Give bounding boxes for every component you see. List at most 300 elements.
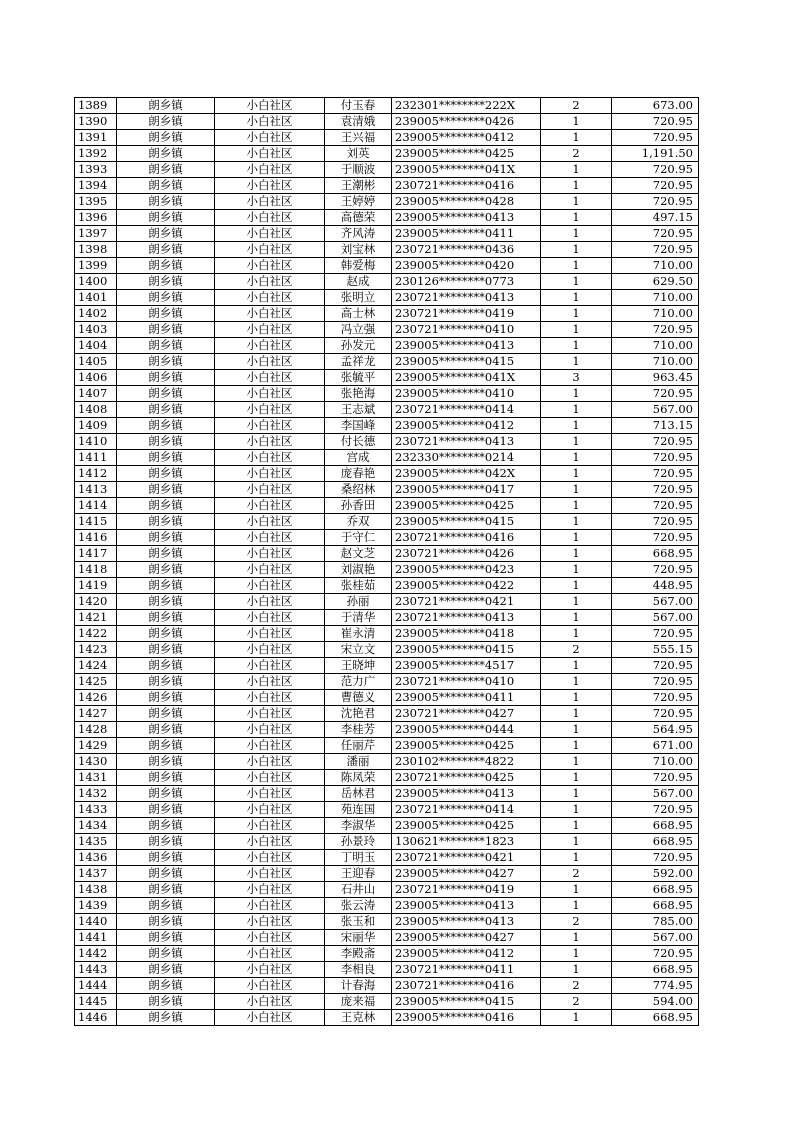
cell-household-count: 1 [541, 178, 612, 194]
cell-person-name: 孙香田 [325, 498, 392, 514]
table-row [75, 978, 699, 994]
cell-household-count: 2 [541, 146, 612, 162]
cell-id-number: 239005********0417 [392, 482, 541, 498]
cell-id-number: 239005********042X [392, 466, 541, 482]
cell-community: 小白社区 [215, 962, 325, 978]
cell-serial-number: 1404 [75, 338, 117, 354]
table-row [75, 226, 699, 242]
cell-town: 朗乡镇 [117, 594, 215, 610]
cell-household-count: 1 [541, 594, 612, 610]
table-row [75, 642, 699, 658]
cell-amount: 774.95 [612, 978, 699, 994]
table-row [75, 770, 699, 786]
cell-town: 朗乡镇 [117, 370, 215, 386]
cell-person-name: 齐风涛 [325, 226, 392, 242]
table-row [75, 834, 699, 850]
table-row [75, 802, 699, 818]
cell-serial-number: 1393 [75, 162, 117, 178]
cell-serial-number: 1438 [75, 882, 117, 898]
cell-town: 朗乡镇 [117, 194, 215, 210]
cell-town: 朗乡镇 [117, 722, 215, 738]
cell-person-name: 宋丽华 [325, 930, 392, 946]
cell-household-count: 1 [541, 194, 612, 210]
cell-town: 朗乡镇 [117, 482, 215, 498]
cell-id-number: 239005********0415 [392, 642, 541, 658]
table-row [75, 354, 699, 370]
cell-person-name: 冯立强 [325, 322, 392, 338]
cell-household-count: 1 [541, 770, 612, 786]
cell-amount: 720.95 [612, 658, 699, 674]
cell-person-name: 刘英 [325, 146, 392, 162]
cell-amount: 720.95 [612, 626, 699, 642]
cell-serial-number: 1446 [75, 1010, 117, 1026]
cell-person-name: 宋立文 [325, 642, 392, 658]
cell-id-number: 230126********0773 [392, 274, 541, 290]
table-row [75, 466, 699, 482]
cell-person-name: 刘宝林 [325, 242, 392, 258]
table-row [75, 402, 699, 418]
cell-community: 小白社区 [215, 754, 325, 770]
cell-serial-number: 1419 [75, 578, 117, 594]
cell-amount: 567.00 [612, 930, 699, 946]
cell-town: 朗乡镇 [117, 226, 215, 242]
cell-community: 小白社区 [215, 690, 325, 706]
cell-amount: 785.00 [612, 914, 699, 930]
cell-community: 小白社区 [215, 306, 325, 322]
table-row [75, 450, 699, 466]
cell-community: 小白社区 [215, 434, 325, 450]
table-row [75, 242, 699, 258]
cell-person-name: 张玉和 [325, 914, 392, 930]
cell-household-count: 1 [541, 722, 612, 738]
cell-id-number: 239005********0416 [392, 1010, 541, 1026]
cell-serial-number: 1426 [75, 690, 117, 706]
cell-town: 朗乡镇 [117, 498, 215, 514]
cell-id-number: 239005********041X [392, 370, 541, 386]
cell-household-count: 1 [541, 690, 612, 706]
table-row [75, 914, 699, 930]
cell-household-count: 1 [541, 338, 612, 354]
table-row [75, 882, 699, 898]
cell-id-number: 230721********0436 [392, 242, 541, 258]
cell-amount: 720.95 [612, 322, 699, 338]
table-row [75, 194, 699, 210]
cell-amount: 710.00 [612, 338, 699, 354]
cell-amount: 497.15 [612, 210, 699, 226]
cell-person-name: 李殿斋 [325, 946, 392, 962]
cell-amount: 673.00 [612, 98, 699, 114]
cell-amount: 671.00 [612, 738, 699, 754]
cell-town: 朗乡镇 [117, 866, 215, 882]
cell-community: 小白社区 [215, 226, 325, 242]
cell-town: 朗乡镇 [117, 562, 215, 578]
cell-amount: 720.95 [612, 674, 699, 690]
cell-serial-number: 1425 [75, 674, 117, 690]
cell-serial-number: 1410 [75, 434, 117, 450]
cell-community: 小白社区 [215, 162, 325, 178]
cell-community: 小白社区 [215, 914, 325, 930]
cell-household-count: 1 [541, 530, 612, 546]
cell-town: 朗乡镇 [117, 514, 215, 530]
cell-community: 小白社区 [215, 354, 325, 370]
cell-community: 小白社区 [215, 274, 325, 290]
table-row [75, 850, 699, 866]
cell-town: 朗乡镇 [117, 786, 215, 802]
cell-serial-number: 1399 [75, 258, 117, 274]
cell-serial-number: 1423 [75, 642, 117, 658]
cell-town: 朗乡镇 [117, 850, 215, 866]
cell-household-count: 1 [541, 802, 612, 818]
cell-id-number: 230102********4822 [392, 754, 541, 770]
cell-community: 小白社区 [215, 994, 325, 1010]
cell-id-number: 239005********0444 [392, 722, 541, 738]
cell-household-count: 1 [541, 498, 612, 514]
cell-town: 朗乡镇 [117, 354, 215, 370]
cell-serial-number: 1440 [75, 914, 117, 930]
cell-amount: 720.95 [612, 514, 699, 530]
cell-id-number: 230721********0416 [392, 178, 541, 194]
cell-id-number: 239005********0425 [392, 818, 541, 834]
table-row [75, 546, 699, 562]
table-row [75, 578, 699, 594]
table-row [75, 994, 699, 1010]
cell-community: 小白社区 [215, 818, 325, 834]
cell-serial-number: 1405 [75, 354, 117, 370]
table-row [75, 306, 699, 322]
cell-person-name: 于顺波 [325, 162, 392, 178]
cell-serial-number: 1395 [75, 194, 117, 210]
cell-serial-number: 1412 [75, 466, 117, 482]
cell-amount: 720.95 [612, 178, 699, 194]
cell-id-number: 239005********4517 [392, 658, 541, 674]
cell-amount: 710.00 [612, 290, 699, 306]
cell-id-number: 230721********0413 [392, 610, 541, 626]
cell-serial-number: 1406 [75, 370, 117, 386]
cell-town: 朗乡镇 [117, 978, 215, 994]
cell-household-count: 1 [541, 562, 612, 578]
cell-serial-number: 1437 [75, 866, 117, 882]
cell-amount: 720.95 [612, 530, 699, 546]
cell-id-number: 239005********0425 [392, 498, 541, 514]
cell-person-name: 于清华 [325, 610, 392, 626]
cell-community: 小白社区 [215, 850, 325, 866]
cell-household-count: 1 [541, 354, 612, 370]
cell-amount: 720.95 [612, 242, 699, 258]
cell-household-count: 1 [541, 434, 612, 450]
cell-household-count: 1 [541, 114, 612, 130]
cell-amount: 668.95 [612, 882, 699, 898]
cell-person-name: 张桂茹 [325, 578, 392, 594]
cell-id-number: 239005********0410 [392, 386, 541, 402]
cell-household-count: 2 [541, 866, 612, 882]
cell-person-name: 计春海 [325, 978, 392, 994]
table-row [75, 114, 699, 130]
cell-community: 小白社区 [215, 290, 325, 306]
cell-serial-number: 1392 [75, 146, 117, 162]
cell-household-count: 1 [541, 578, 612, 594]
table-row [75, 706, 699, 722]
cell-serial-number: 1411 [75, 450, 117, 466]
cell-community: 小白社区 [215, 466, 325, 482]
cell-serial-number: 1396 [75, 210, 117, 226]
cell-household-count: 1 [541, 130, 612, 146]
cell-town: 朗乡镇 [117, 242, 215, 258]
cell-person-name: 王潮彬 [325, 178, 392, 194]
cell-person-name: 曹德义 [325, 690, 392, 706]
cell-id-number: 230721********0413 [392, 434, 541, 450]
cell-id-number: 239005********0426 [392, 114, 541, 130]
cell-town: 朗乡镇 [117, 930, 215, 946]
cell-id-number: 230721********0425 [392, 770, 541, 786]
cell-person-name: 范力广 [325, 674, 392, 690]
cell-serial-number: 1430 [75, 754, 117, 770]
cell-community: 小白社区 [215, 530, 325, 546]
cell-person-name: 宫成 [325, 450, 392, 466]
cell-amount: 713.15 [612, 418, 699, 434]
cell-household-count: 1 [541, 210, 612, 226]
cell-serial-number: 1443 [75, 962, 117, 978]
cell-town: 朗乡镇 [117, 962, 215, 978]
cell-id-number: 239005********0412 [392, 418, 541, 434]
cell-serial-number: 1408 [75, 402, 117, 418]
cell-person-name: 石井山 [325, 882, 392, 898]
cell-town: 朗乡镇 [117, 274, 215, 290]
cell-id-number: 239005********0415 [392, 514, 541, 530]
table-row [75, 1010, 699, 1026]
cell-town: 朗乡镇 [117, 770, 215, 786]
cell-community: 小白社区 [215, 978, 325, 994]
cell-id-number: 230721********0416 [392, 530, 541, 546]
cell-town: 朗乡镇 [117, 674, 215, 690]
cell-household-count: 1 [541, 706, 612, 722]
cell-id-number: 230721********0414 [392, 802, 541, 818]
cell-community: 小白社区 [215, 258, 325, 274]
cell-household-count: 1 [541, 786, 612, 802]
cell-id-number: 230721********0413 [392, 290, 541, 306]
cell-household-count: 1 [541, 402, 612, 418]
cell-community: 小白社区 [215, 418, 325, 434]
cell-household-count: 1 [541, 674, 612, 690]
cell-amount: 720.95 [612, 482, 699, 498]
cell-amount: 567.00 [612, 402, 699, 418]
cell-id-number: 230721********0421 [392, 850, 541, 866]
cell-id-number: 230721********0427 [392, 706, 541, 722]
cell-town: 朗乡镇 [117, 322, 215, 338]
table-row [75, 562, 699, 578]
cell-community: 小白社区 [215, 130, 325, 146]
cell-serial-number: 1420 [75, 594, 117, 610]
cell-id-number: 239005********0413 [392, 338, 541, 354]
cell-town: 朗乡镇 [117, 578, 215, 594]
cell-person-name: 庞春艳 [325, 466, 392, 482]
table-row [75, 674, 699, 690]
cell-town: 朗乡镇 [117, 882, 215, 898]
cell-person-name: 赵成 [325, 274, 392, 290]
cell-serial-number: 1394 [75, 178, 117, 194]
cell-id-number: 230721********0416 [392, 978, 541, 994]
cell-town: 朗乡镇 [117, 994, 215, 1010]
cell-id-number: 239005********0428 [392, 194, 541, 210]
table-row [75, 610, 699, 626]
cell-serial-number: 1415 [75, 514, 117, 530]
cell-amount: 720.95 [612, 498, 699, 514]
cell-id-number: 239005********0413 [392, 786, 541, 802]
cell-id-number: 239005********0425 [392, 738, 541, 754]
cell-serial-number: 1424 [75, 658, 117, 674]
table-row [75, 962, 699, 978]
cell-household-count: 1 [541, 930, 612, 946]
cell-serial-number: 1403 [75, 322, 117, 338]
cell-town: 朗乡镇 [117, 530, 215, 546]
cell-town: 朗乡镇 [117, 658, 215, 674]
cell-serial-number: 1397 [75, 226, 117, 242]
cell-person-name: 王晓坤 [325, 658, 392, 674]
cell-id-number: 230721********0414 [392, 402, 541, 418]
cell-town: 朗乡镇 [117, 610, 215, 626]
table-row [75, 482, 699, 498]
cell-id-number: 230721********0410 [392, 674, 541, 690]
cell-person-name: 庞来福 [325, 994, 392, 1010]
cell-community: 小白社区 [215, 242, 325, 258]
cell-amount: 720.95 [612, 802, 699, 818]
cell-amount: 720.95 [612, 466, 699, 482]
cell-community: 小白社区 [215, 114, 325, 130]
cell-community: 小白社区 [215, 498, 325, 514]
cell-household-count: 2 [541, 642, 612, 658]
cell-household-count: 1 [541, 226, 612, 242]
cell-amount: 710.00 [612, 754, 699, 770]
cell-household-count: 1 [541, 962, 612, 978]
cell-household-count: 2 [541, 978, 612, 994]
cell-person-name: 桑绍林 [325, 482, 392, 498]
cell-amount: 710.00 [612, 306, 699, 322]
cell-amount: 720.95 [612, 562, 699, 578]
cell-amount: 710.00 [612, 258, 699, 274]
table-row [75, 274, 699, 290]
cell-town: 朗乡镇 [117, 754, 215, 770]
cell-amount: 668.95 [612, 898, 699, 914]
cell-person-name: 李桂芳 [325, 722, 392, 738]
cell-person-name: 苑连国 [325, 802, 392, 818]
cell-community: 小白社区 [215, 898, 325, 914]
cell-serial-number: 1409 [75, 418, 117, 434]
cell-id-number: 230721********0411 [392, 962, 541, 978]
table-row [75, 594, 699, 610]
cell-amount: 448.95 [612, 578, 699, 594]
cell-town: 朗乡镇 [117, 306, 215, 322]
cell-community: 小白社区 [215, 402, 325, 418]
cell-town: 朗乡镇 [117, 690, 215, 706]
cell-community: 小白社区 [215, 658, 325, 674]
cell-community: 小白社区 [215, 482, 325, 498]
cell-town: 朗乡镇 [117, 178, 215, 194]
cell-serial-number: 1401 [75, 290, 117, 306]
cell-person-name: 张云涛 [325, 898, 392, 914]
cell-amount: 567.00 [612, 594, 699, 610]
cell-serial-number: 1389 [75, 98, 117, 114]
cell-person-name: 乔双 [325, 514, 392, 530]
cell-person-name: 陈凤荣 [325, 770, 392, 786]
cell-household-count: 1 [541, 818, 612, 834]
cell-person-name: 于守仁 [325, 530, 392, 546]
cell-household-count: 1 [541, 162, 612, 178]
cell-id-number: 239005********0413 [392, 914, 541, 930]
cell-amount: 592.00 [612, 866, 699, 882]
cell-id-number: 239005********0415 [392, 994, 541, 1010]
cell-town: 朗乡镇 [117, 450, 215, 466]
table-row [75, 434, 699, 450]
cell-person-name: 岳林君 [325, 786, 392, 802]
cell-serial-number: 1427 [75, 706, 117, 722]
cell-community: 小白社区 [215, 722, 325, 738]
cell-community: 小白社区 [215, 706, 325, 722]
cell-household-count: 3 [541, 370, 612, 386]
cell-community: 小白社区 [215, 146, 325, 162]
cell-community: 小白社区 [215, 882, 325, 898]
cell-person-name: 高德荣 [325, 210, 392, 226]
cell-community: 小白社区 [215, 642, 325, 658]
roster-table-body [75, 98, 699, 1026]
cell-amount: 668.95 [612, 962, 699, 978]
cell-person-name: 王迎春 [325, 866, 392, 882]
cell-serial-number: 1390 [75, 114, 117, 130]
cell-serial-number: 1416 [75, 530, 117, 546]
cell-amount: 720.95 [612, 162, 699, 178]
cell-town: 朗乡镇 [117, 802, 215, 818]
table-row [75, 786, 699, 802]
cell-person-name: 高士林 [325, 306, 392, 322]
table-row [75, 418, 699, 434]
cell-serial-number: 1398 [75, 242, 117, 258]
cell-amount: 720.95 [612, 226, 699, 242]
cell-person-name: 崔永清 [325, 626, 392, 642]
cell-town: 朗乡镇 [117, 738, 215, 754]
cell-community: 小白社区 [215, 674, 325, 690]
cell-amount: 668.95 [612, 1010, 699, 1026]
cell-household-count: 1 [541, 1010, 612, 1026]
cell-person-name: 付长德 [325, 434, 392, 450]
cell-id-number: 239005********0411 [392, 226, 541, 242]
table-row [75, 98, 699, 114]
cell-person-name: 张毓平 [325, 370, 392, 386]
cell-community: 小白社区 [215, 98, 325, 114]
cell-amount: 710.00 [612, 354, 699, 370]
cell-household-count: 1 [541, 322, 612, 338]
cell-id-number: 130621********1823 [392, 834, 541, 850]
table-row [75, 946, 699, 962]
table-row [75, 514, 699, 530]
cell-serial-number: 1413 [75, 482, 117, 498]
cell-amount: 567.00 [612, 610, 699, 626]
table-row [75, 754, 699, 770]
cell-id-number: 232330********0214 [392, 450, 541, 466]
cell-amount: 720.95 [612, 194, 699, 210]
cell-town: 朗乡镇 [117, 418, 215, 434]
table-row [75, 898, 699, 914]
table-row [75, 258, 699, 274]
table-row [75, 290, 699, 306]
cell-community: 小白社区 [215, 802, 325, 818]
table-row [75, 338, 699, 354]
cell-amount: 555.15 [612, 642, 699, 658]
cell-household-count: 1 [541, 290, 612, 306]
cell-community: 小白社区 [215, 1010, 325, 1026]
cell-serial-number: 1402 [75, 306, 117, 322]
table-row [75, 130, 699, 146]
cell-serial-number: 1418 [75, 562, 117, 578]
cell-community: 小白社区 [215, 578, 325, 594]
cell-household-count: 1 [541, 754, 612, 770]
